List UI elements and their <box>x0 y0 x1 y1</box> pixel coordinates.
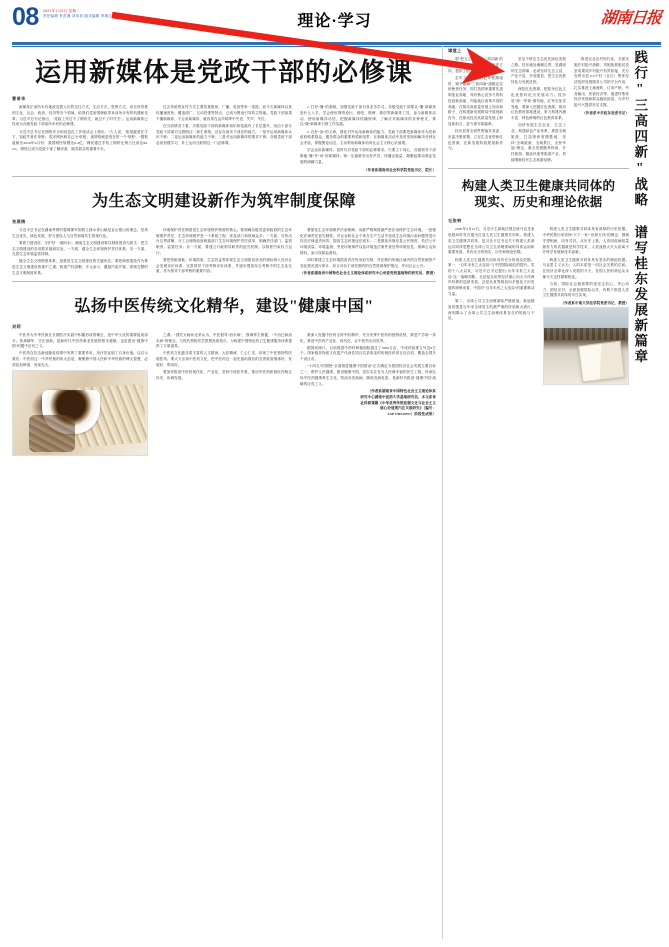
paragraph: 要把资源消耗、环境损害、生态效益等体现生态文明建设状况的指标纳入经济社会发展评价体系，完善领导干部考核评价体系，并逐步提高综合考核中的生态化比重，作为领导干部考核的重要内容。 <box>156 257 292 274</box>
paragraph: 当前，国际社会最需要的是坚定信心、齐心协力、团结应对，全面加强国际合作，有利于推进人类卫生健康共同体的早日实现。 <box>542 281 629 298</box>
column <box>12 228 148 278</box>
body-text <box>12 228 148 277</box>
byline-right-second: 毛俊响 <box>448 218 462 224</box>
right-zone <box>442 46 655 939</box>
publication-date: 2021年1月5日 星期二 <box>42 9 80 13</box>
column <box>448 57 503 165</box>
headline-line: 现实、历史和理论依据 <box>474 195 603 210</box>
paragraph: 加快发展生态农业、生态工业，构建绿色产业体系，推进全域旅游，打造康养度假胜地，坚持"全域旅游、全域景区、全民幸福"理念，重点发展徽养休闲、乡村旅游、精品民宿等旅游产业，持续唱响桂东生态旅游品牌。 <box>511 123 566 162</box>
page-body <box>0 46 669 939</box>
article-signature: （作者系中南大学法学院党委书记、教授） <box>560 301 629 306</box>
body-text <box>448 227 535 322</box>
body-text <box>12 105 148 152</box>
body-text <box>12 333 148 369</box>
paragraph: "十四五"时期把"全面推进健康中国建设"正式确定为我国经济社会发展主要目标之一，维护人民健康、建设健康中国，是实实在在为人民谋幸福的民生工程。传承弘扬中医药健康养生文化，防治各类疾病、降低发病危害，是新时代推进"健康中国"战略的应有之义。 <box>300 364 436 386</box>
column <box>156 228 292 278</box>
paragraph: 要深入发掘中医药宝库中的精华，充分发挥中医药的独特优势，推进产学研一体化，推进中医药产业化、现代化，让中医药走向世界。 <box>300 332 436 343</box>
body-text <box>156 228 292 275</box>
paragraph: 去年习近平总书记考察湖南时，赋予湖南"三高四新"战略定位和使命任务，即打造国家重要先进制造业高地、具有核心竞争力的科技创新高地、内陆地区改革开放的高地，在推动高质量发展上闯出新路子、在构建新发展格局中展现新作为、在推动经济高质量发展上彰显新担当、奋力谱写新篇章。 <box>448 75 503 126</box>
column <box>156 333 292 456</box>
article-signature: （作者系湖南省中国特色社会主义理论体系研究中心省委党校基地特约研究员、教授） <box>300 271 437 276</box>
article-right-second-columns <box>448 227 629 384</box>
paragraph: 新媒体正前所未有地改变着人们的交往方式、生活方式、思维方式，举目皆带着别文化、社会、政治、经济等各个领域，给我们党治国理政带来前所未有的机遇和变革。习近平总书记指出，"党政工作过不了网络关，就过不了时代关"。运用新媒体已经成为各级党政干部前所未有的必修课。 <box>12 105 148 127</box>
paragraph: 构建人类卫生健康共同体具有坚实的理论依据。马克思主义认为，人的本质是一切社会关系的总和。在经济全球化深入发展的今天，各国人民的命运从未像今天这样紧紧相连。 <box>542 257 629 279</box>
body-text <box>300 228 436 270</box>
article-signature: （作者系中共桂东县委书记） <box>582 110 629 115</box>
article-lead <box>12 46 436 173</box>
paragraph: 之谓。"国医大师孙光荣认为，中医倡导"治未病"，强调养生保健，"不治已病治未病"的理念，与现代预防医学思想高度契合，为构建中国特色的卫生健康服务体系提供了丰厚滋养。 <box>156 332 292 349</box>
article-lead-columns <box>12 105 436 173</box>
body-text <box>543 227 630 299</box>
paragraph: 深挖红色资源，把桂东红色文化优势转化为发展动力。桂东是"第一军规"颁布地，红军长征首发地，要深入挖掘红色资源，推动红色教育基地建设，努力构建内涵丰富、特色鲜明的红色教育体系。 <box>511 87 566 121</box>
body-text <box>156 333 292 382</box>
body-text <box>448 57 503 152</box>
paragraph: 要着力建设好、守护好'一湖四水'。湖南生态文明建设要以制度建设为抓手，把生态文明建设的各项要求落到实处。一方面，健全生态环境保护责任体系；另一方面，完善生态环境监管体制。 <box>12 240 148 257</box>
signature-line: （作者系湖南省中国特色社会主义理论体系 <box>367 389 436 394</box>
body-text <box>156 105 292 147</box>
headline-third: 弘扬中医传统文化精华，建设"健康中国" <box>74 297 374 315</box>
body-text <box>511 57 566 163</box>
signature-line: 社科联课题《中华优秀传统医德文化与社会主义 <box>360 400 436 405</box>
article-right-vertical <box>448 48 629 165</box>
paragraph: 中医药文化蕴含着丰富的人文精神。大医精诚、仁心仁术，体现了中医独特的医德医风。要大力弘扬中医药文化，把中医药这一祖先留给我们的宝贵财富继承好、发展好、利用好。 <box>156 351 292 367</box>
paragraph: 健全生态文明制度体系，是推进生态文明建设的关键所在。要把制度建设作为推进生态文明建设的重中之重，构建产权清晰、多元参与、激励约束并重、系统完整的生态文明制度体系。 <box>12 259 148 275</box>
paragraph: 桂东县将全面贯彻落实省委、市委决策部署，立足生态优势和红色资源，在新发展阶段展现新作为。 <box>448 129 503 151</box>
paragraph: 过去传统的宣传方式主要依靠报纸、广播、电视等单一渠道，而今天新媒体以其传播速度快、覆盖面广、互动性强等特点，已成为舆论引导的主阵地。党政干部如果不懂新媒体、不会用新媒体，就容易在众声喧哗中失语、失声、失位。 <box>156 105 292 121</box>
paragraph: 2. 在好"用"的文章，强化对外运用新媒体的能力。党政干部要把新媒体作为党和政府联系群众、服务群众的重要桥梁和纽带，在新媒体活动中及时发现和解决各种社会矛盾，掌握舆论动态，主动利用新媒体培育社会主义核心价值观。 <box>300 129 436 146</box>
section-title: 理论·学习 <box>297 13 372 30</box>
column <box>511 57 566 165</box>
article-signature: （作者系湖南省社会科学院党组书记、院长） <box>364 167 436 172</box>
body-text <box>300 105 436 165</box>
headline-line: 构建人类卫生健康共同体的 <box>461 178 616 193</box>
signature-line: XSP17BZZ097〕阶段性成果） <box>387 411 436 416</box>
newspaper-logo: 湖南日报 <box>599 10 662 27</box>
article-second <box>12 179 436 278</box>
page-number: 08 <box>12 3 39 31</box>
herbal-tea-cup-icon <box>42 390 100 434</box>
paragraph: 推进农业农村现代化，全面实施乡村振兴战略，巩固拓展脱贫攻坚成果同乡村振兴有效衔接，充分发挥全县113个村（社区）集体经济组织发展服务公司的平台作用，扎实推进土地流转、订单产销、劳务输出、民宿经济等，促进村集体经济发展和群众稳收致富，为乡村振兴兴提供坚实支撑。 <box>574 57 629 108</box>
column <box>448 227 535 384</box>
paragraph: 在当前情况下看，多数党政干部的新媒体知识和技能有了长足提升，但由于部分党政干部面对互联网这一新生事物，还存在诸多不适应的地方。一是对运用新媒体认识不够；二是运用新媒体的能力不够；三是对运用新媒体的要求不够。各级党政干部必须加强学习，补上运用互联网这一门必修课。 <box>156 123 292 146</box>
body-text <box>574 57 629 109</box>
masthead-rule <box>12 42 661 45</box>
paragraph: 中医药在抗击新冠肺炎疫情中发挥了重要作用，用疗效证明了自身价值。这启示我们：中医药这一中华民族的伟大创造，凝聚着中国人民和中华民族的博大智慧，必须倍加珍惜、发扬光大。 <box>12 351 148 367</box>
column <box>300 333 436 456</box>
paragraph: 据国家统计，目前我国中药材种植面积超过了5000万亩，中成药批准文号近6万个。国家级非物质文化遗产代表性项目名录收录的传统医药项目近百项，覆盖全国多个省区市。 <box>300 345 436 362</box>
paragraph: 明"把五心来关于'三高四新'的重要论述，为我们指明了前进方向，提供了根本遵循。 <box>448 57 503 73</box>
byline-lead: 曹普华 <box>12 96 26 102</box>
editor-credits: 责任编辑 李茁湘 刘凤初 版式编辑 李珈文 <box>42 14 113 19</box>
article-second-columns <box>12 228 436 278</box>
paragraph: 习近平总书记在网络安全和信息化工作座谈会上指出："古人说，'知屋漏者在宇下，知政失者在草野'。很多网民称自己为'草根'，那网络就是现在的一个'草野'。"据报道截至2020年6月份，我国网民规模达9.4亿，网民通过手机上网的比例占比高达99.2%，网络已成为党政干部了解民意、服务群众的重要平台。 <box>12 129 148 151</box>
column <box>300 105 436 173</box>
headline-right-vertical: 践行"三高四新"战略 谱写桂东发展新篇章 <box>632 50 648 365</box>
column <box>12 333 148 456</box>
left-zone <box>12 46 442 939</box>
paragraph: 坚定不移走生态优先绿色发展之路。桂东地处湘赣边界，是湖南的生态屏障，必须坚持生态立县、产业兴县、开放强县，把生态优势转化为发展优势。 <box>511 57 566 85</box>
photo-heritage-building <box>543 307 630 385</box>
headline-right-second <box>448 171 629 217</box>
divider <box>12 176 436 177</box>
article-right-vertical-columns <box>448 57 629 165</box>
paragraph: 要强化生态环境保护法治保障，用最严格制度最严密法治保护生态环境。一是强化法律责任追究制度，对企业和社会个体在生产生活中造成生态环境污染问题等进行经济法律追责问责，提高生态环境违法成本；二是强化环境信息公开制度，依法公开环境质量、环境监测、突发环境事件以及环境违法案件查处等环境信息，保障公众知情权、参与权和监督权。 <box>300 227 436 255</box>
article-signature <box>300 389 436 417</box>
headline-second: 为生态文明建设新作为筑牢制度保障 <box>91 192 356 210</box>
vertical-headline-rail <box>629 46 655 939</box>
paragraph: 同时要建立生态环境损害责任终身追究制，对任期内所辖区域内的自然资源资产变化情况进行审计，综合评价干部任期内的自然资源保护情况，并向社会公开。 <box>300 257 436 268</box>
article-third <box>12 284 436 456</box>
page-title: 运用新媒体是党政干部的必修课 <box>34 58 413 88</box>
byline-third: 刘莉 <box>12 323 21 329</box>
signature-line: 核心价值观内在关联研究》〔编号： <box>380 406 436 411</box>
divider <box>448 168 629 169</box>
right-main <box>448 46 629 939</box>
paragraph: 构建人类卫生健康共同体具有深厚的历史依据。中华民族历来崇尚"天下一家""协和万邦"的理念，强调守望相助、同舟共济。从历史上看，人类同疾病较量最有力的武器就是科学技术，人类战胜大灾大疫离不开科学发展和技术创新。 <box>542 227 629 255</box>
column <box>156 105 292 173</box>
article-third-columns <box>12 333 436 456</box>
column <box>12 105 148 173</box>
column <box>543 227 630 384</box>
article-right-second <box>448 171 629 385</box>
divider <box>12 281 436 282</box>
paragraph: 学会运用新媒体，是时代对党政干部的必修要求。只要上下同心，各级领导干部都能"懂"并"用"好新媒体，就一定能够发出好声音、传播正能量，凝聚起推动事业发展的磅礴力量。 <box>300 148 436 164</box>
byline-second: 张燕梅 <box>12 218 26 224</box>
byline-right-vertical: 谭建上 <box>448 48 462 54</box>
column <box>300 228 436 278</box>
body-text <box>300 333 436 388</box>
masthead <box>0 0 669 42</box>
signature-line: 研究中心湖南中医药大学基地研究员，本文系省 <box>360 394 436 399</box>
paragraph: 习近平总书记在湖南考察时强调要牢固树立绿水青山就是金山银山的理念，坚持生态优先、绿色发展，努力建设人与自然和谐共生的现代化。 <box>12 227 148 238</box>
paragraph: 构建人类卫生健康共同体具有充分的现实依据。第一，"百年未有之大变局"与中国国际地位的提升。党的十八大以来，习近平总书记提出"百年未有之大变局"这一战略判断。无论是从世界经济重心向太平洋两岸转移的趋势来看，还是从世界格局向多极化方向发展的规律来看，中国对"百年未有之大变局"的重要推动力量。 <box>448 257 535 296</box>
column <box>574 57 629 165</box>
paragraph: 2020年3月21日，习近平主席就法国总统马克龙来电慰问时首次提出打造人类卫生健康共同体。构建人类卫生健康共同体，是习近平总书记关于构建人类命运共同体思想在全球公共卫生治理领域的具体运用和重要发展，具有充分的现实、历史和理论依据。 <box>448 227 535 255</box>
paragraph: 环境保护责任制度是生态环境保护制度的核心。要明确各级党委和政府的生态环境保护责任，生态环境保护是一个系统工程，涉及部门和领域众多。一方面，尽快出台边界清晰、分工合理的政府职能部门生态环境保护责任清单，明确责任部门、监管职责、监管任务；另一方面，要建立行政领导职责的追究机制，以制度约束权力运行。 <box>156 227 292 255</box>
paragraph: 要加快推进中医药现代化、产业化，坚持中西医并重，推动中医药和西医药相互补充、协调发展。 <box>156 370 292 380</box>
paragraph: 第二，全球公共卫生治理面临严峻挑战。新冠肺炎疫情是百年来全球发生的最严重的传染病大流行，深刻揭示了全球公共卫生治理体系存在的短板与不足。 <box>448 299 535 321</box>
paragraph: 中医作为中华民族在长期医疗实践中积累形成的瑰宝，是中华文化的重要组成部分。传承精华、守正创新，是新时代中医药事业发展的根本遵循，也是建设"健康中国"的题中应有之义。 <box>12 332 148 349</box>
photo-chinese-medicine <box>12 370 148 456</box>
paragraph: 1. 打好"懂"的基础，加强党政干部自身业务学习。各级党政干部要从"懂"新媒体是什么入手，学会使用网络论坛、贴吧、微博、微信等新媒体工具，参与新媒体活动、使用新媒体话语，把握新媒体传播规律，了解应对新媒体的各种程式，要以"懂"新媒体引领工作实践。 <box>300 105 436 127</box>
